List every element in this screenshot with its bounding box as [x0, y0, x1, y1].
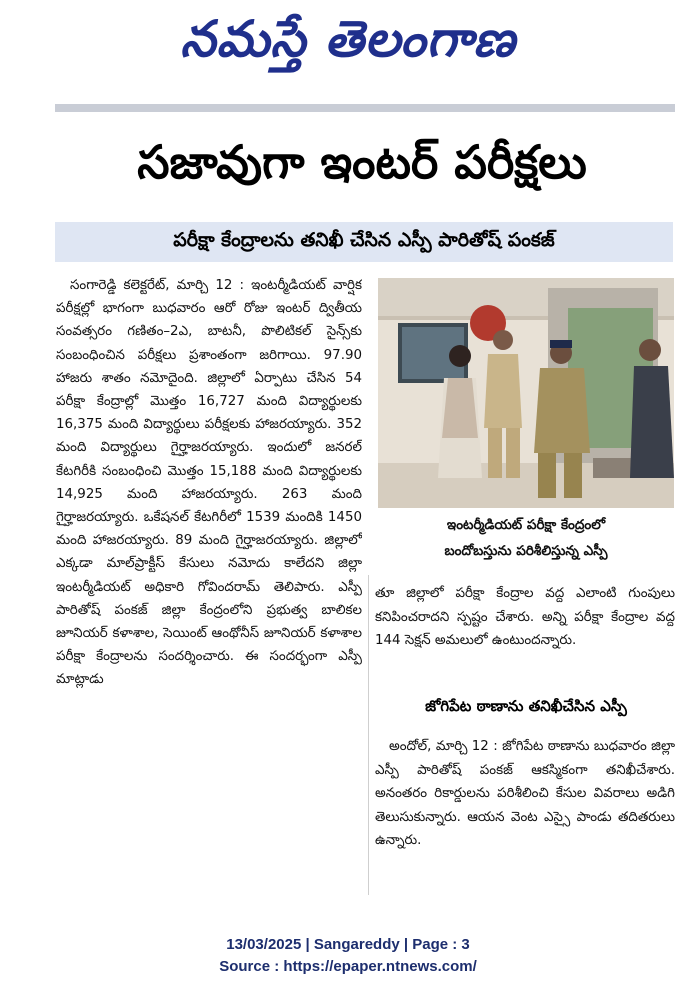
article-body-right2-text: అందోల్, మార్చి 12 : జోగిపేట ఠాణాను బుధవారం జిల్లా ఎస్పీ పారితోష్ పంకజ్ ఆకస్మికంగా తనిఖీచేశారు. అనంతరం రికార్డులను పరిశీలించి కేసుల వివరాలు అడిగి తెలుసుకున్నారు. ఆయన వెంట ఎస్సై పాండు తదితరులు ఉన్నారు. — [375, 739, 675, 848]
masthead-title: నమస్తే తెలంగాణ — [180, 9, 516, 68]
photo-caption-line-2: బందోబస్తును పరిశీలిస్తున్న ఎస్పీ — [444, 543, 608, 559]
article-body-right-text: తూ జిల్లాలో పరీక్షా కేంద్రాల వద్ద ఎలాంటి గుంపులు కనిపించరాదని స్పష్టం చేశారు. అన్ని పరీక్షా కేంద్రాల వద్ద 144 సెక్షన్ అమలులో ఉంటుందన్నారు. — [375, 586, 675, 648]
photo-caption-line-1: ఇంటర్మీడియట్ పరీక్షా కేంద్రంలో — [446, 517, 606, 533]
column-divider — [368, 575, 369, 895]
article-body-left-text: సంగారెడ్డి కలెక్టరేట్, మార్చి 12 : ఇంటర్మీడియట్ వార్షిక పరీక్షల్లో భాగంగా బుధవారం ఆరో రోజు ఇంటర్ ద్వితీయ సంవత్సరం గణితం–2ఎ, బాటనీ, పొలిటికల్ సైన్స్‌కు సంబంధించిన పరీక్షలు ప్రశాంతంగా జరిగాయి. 97.90 హాజరు శాతం నమోదైంది. జిల్లాలో ఏర్పాటు చేసిన 54 పరీక్షా కేంద్రాల్లో మొత్తం 16,727 మంది విద్యార్థులకు 16,375 మంది విద్యార్థులు పరీక్షలకు హాజరయ్యారు. 352 మంది విద్యార్థులు గైర్హాజరయ్యారు. ఇందులో జనరల్ కేటగిరీకి సంబంధించి మొత్తం 15,188 మంది విద్యార్థులకు 14,925 మంది హాజరయ్యారు. 263 మంది గైర్హాజరయ్యారు. ఒకేషనల్ కేటగిరీలో 1539 మందికి 1450 మంది హాజరయ్యారు. 89 మంది గైర్హాజరయ్యారు. జిల్లాలో ఎక్కడా మాల్‌ప్రాక్టీస్ కేసులు నమోదు కాలేదని జిల్లా ఇంటర్మీడియట్ అధికారి గోవిందరామ్ తెలిపారు. ఎస్పీ పారితోష్ పంకజ్ జిల్లా కేంద్రంలోని ప్రభుత్వ బాలికల జూనియర్ కళాశాల, సెయింట్ ఆంథోనీస్ జూనియర్ కళాశాల పరీక్షా కేంద్రాలను సందర్శించారు. ఈ సందర్భంగా ఎస్పీ మాట్లాడు — [56, 278, 362, 688]
footer-source-link[interactable]: Source : https://epaper.ntnews.com/ — [219, 958, 477, 975]
article-sub-heading: జోగిపేట ఠాణాను తనిఖీచేసిన ఎస్పీ — [425, 697, 627, 715]
article-body-left-column — [56, 274, 362, 900]
article-subheadline: పరీక్షా కేంద్రాలను తనిఖీ చేసిన ఎస్పీ పారితోష్ పంకజ్ — [173, 228, 555, 251]
masthead-rule — [55, 104, 675, 112]
news-photo-illustration — [378, 278, 674, 508]
news-photo — [378, 278, 674, 508]
page-footer — [0, 934, 696, 982]
photo-caption — [378, 512, 674, 570]
article-headline: సజావుగా ఇంటర్ పరీక్షలు — [137, 135, 587, 189]
article-body-right-column-2 — [375, 735, 675, 897]
masthead-logo — [0, 0, 696, 90]
footer-date-edition: 13/03/2025 | Sangareddy | Page : 3 — [226, 936, 470, 953]
article-body-right-column — [375, 582, 675, 678]
article-subheadline-bar — [55, 222, 673, 262]
